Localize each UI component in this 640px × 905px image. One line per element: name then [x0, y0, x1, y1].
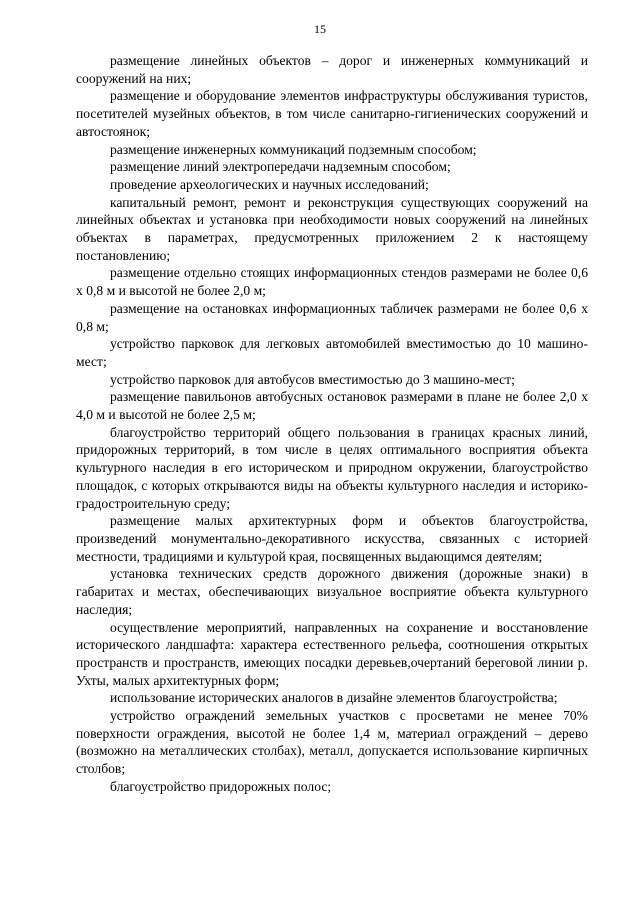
paragraph-17: устройство ограждений земельных участков с просветами не менее 70% поверхности ограждения, высотой не более 1,4 м, материал ограждений – дерево (возможно на металлических столбах), металл, допускается использование кирпичных столбов;: [76, 708, 588, 777]
paragraph-6: капитальный ремонт, ремонт и реконструкция существующих сооружений на линейных объектах и установка при необходимости новых сооружений на линейных объектах в параметрах, предусмотренных приложением 2 к настоящему постановлению;: [76, 194, 588, 263]
paragraph-11: размещение павильонов автобусных остановок размерами в плане не более 2,0 х 4,0 м и высотой не более 2,5 м;: [76, 389, 588, 423]
paragraph-18: благоустройство придорожных полос;: [110, 778, 332, 794]
paragraph-14: установка технических средств дорожного движения (дорожные знаки) в габаритах и местах, обеспечивающих визуальное восприятие объекта культурного наследия;: [76, 566, 588, 617]
paragraph-7: размещение отдельно стоящих информационных стендов размерами не более 0,6 х 0,8 м и высотой не более 2,0 м;: [76, 265, 588, 299]
paragraph-12: благоустройство территорий общего пользования в границах красных линий, придорожных территорий, в том числе в целях оптимального восприятия объекта культурного наследия в его историческом и природном окружении, благоустройство площадок, с которых открываются виды на объекты культурного наследия и историко-градостроительную среду;: [76, 424, 588, 511]
paragraph-8: размещение на остановках информационных табличек размерами не более 0,6 х 0,8 м;: [76, 300, 588, 334]
paragraph-16: использование исторических аналогов в дизайне элементов благоустройства;: [110, 690, 558, 706]
paragraph-1: размещение линейных объектов – дорог и инженерных коммуникаций и сооружений на них;: [76, 53, 588, 86]
paragraph-9: устройство парковок для легковых автомобилей вместимостью до 10 машино-мест;: [76, 336, 588, 369]
paragraph-2: размещение и оборудование элементов инфраструктуры обслуживания туристов, посетителей музейных объектов, в том числе санитарно-гигиенических сооружений и автостоянок;: [76, 88, 588, 139]
document-body: [76, 52, 588, 796]
paragraph-15: осуществление мероприятий, направленных на сохранение и восстановление исторического ландшафта: характера естественного рельефа, соотношения открытых пространств и пространств, имеющих посадки деревьев,очертаний береговой линии р. Ухты, малых архитектурных форм;: [76, 619, 588, 688]
paragraph-3: размещение инженерных коммуникаций подземным способом;: [110, 141, 477, 157]
paragraph-4: размещение линий электропередачи надземным способом;: [110, 159, 451, 175]
paragraph-5: проведение археологических и научных исследований;: [110, 176, 429, 192]
paragraph-13: размещение малых архитектурных форм и объектов благоустройства, произведений монументально-декоративного искусства, связанных с историей местности, традициями и культурой края, посвященных выдающимся деятелям;: [76, 513, 588, 564]
paragraph-10: устройство парковок для автобусов вместимостью до 3 машино-мест;: [110, 371, 515, 387]
page-number: 15: [314, 22, 326, 36]
